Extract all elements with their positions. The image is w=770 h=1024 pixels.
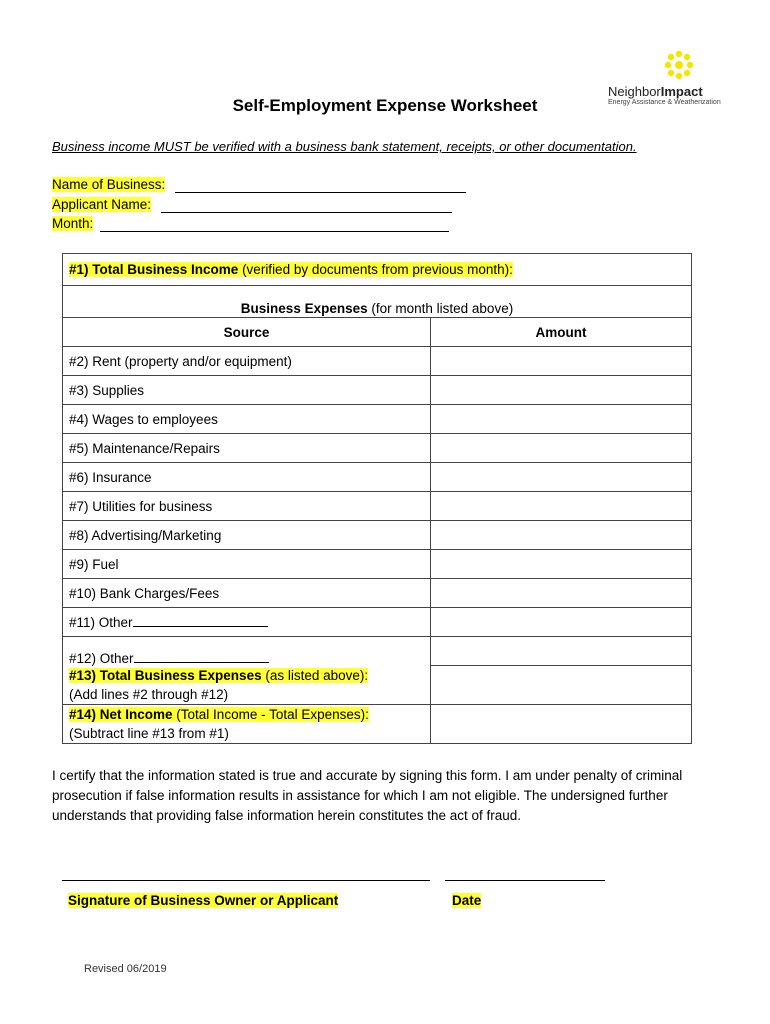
expense-source: #3) Supplies (63, 376, 431, 405)
date-line[interactable] (445, 880, 605, 881)
logo-brand-name: NeighborImpact (608, 84, 703, 99)
applicant-name-input-line[interactable] (161, 212, 452, 213)
expense-amount-cell[interactable] (431, 376, 692, 405)
expense-source: #10) Bank Charges/Fees (63, 579, 431, 608)
expense-source: #5) Maintenance/Repairs (63, 434, 431, 463)
expense-amount-cell[interactable] (431, 347, 692, 376)
table-row (63, 637, 692, 666)
expense-amount-cell[interactable] (431, 579, 692, 608)
applicant-name-label: Applicant Name: (52, 197, 152, 212)
column-header-row (63, 318, 692, 347)
net-income-row (63, 705, 692, 744)
total-expenses-label: #13) Total Business Expenses (as listed above): (69, 667, 369, 683)
other-expense-2-line[interactable] (134, 650, 269, 663)
business-name-field[interactable] (52, 177, 165, 196)
expense-source: #7) Utilities for business (63, 492, 431, 521)
total-expenses-note: (Add lines #2 through #12) (69, 686, 229, 702)
total-expenses-row (63, 666, 692, 705)
month-label: Month: (52, 216, 94, 231)
table-row (63, 579, 692, 608)
other-expense-2[interactable]: #12) Other (63, 637, 431, 666)
expense-amount-cell[interactable] (431, 608, 692, 637)
table-row (63, 463, 692, 492)
total-income-label: #1) Total Business Income (verified by documents from previous month): (69, 262, 513, 277)
expense-source: #6) Insurance (63, 463, 431, 492)
expense-source: #4) Wages to employees (63, 405, 431, 434)
table-row (63, 550, 692, 579)
page-title: Self-Employment Expense Worksheet (232, 96, 538, 115)
net-income-label: #14) Net Income (Total Income - Total Expenses): (69, 707, 369, 722)
expense-amount-cell[interactable] (431, 463, 692, 492)
expense-amount-cell[interactable] (431, 521, 692, 550)
business-name-label: Name of Business: (52, 177, 166, 192)
sunburst-logo-icon (664, 50, 694, 80)
table-row (63, 492, 692, 521)
table-row (63, 521, 692, 550)
total-expenses-label-cell (63, 666, 431, 705)
verification-notice: Business income MUST be verified with a business bank statement, receipts, or other documentation. (52, 139, 637, 154)
logo-tagline: Energy Assistance & Weatherization (608, 99, 721, 106)
expenses-heading-row (63, 286, 692, 318)
expenses-heading: Business Expenses (for month listed above) (63, 286, 692, 318)
date-label: Date (452, 893, 482, 908)
business-name-input-line[interactable] (175, 192, 466, 193)
signature-line[interactable] (62, 880, 430, 881)
month-input-line[interactable] (100, 231, 449, 232)
table-row (63, 405, 692, 434)
table-row (63, 347, 692, 376)
total-income-row (63, 254, 692, 286)
expense-source: #2) Rent (property and/or equipment) (63, 347, 431, 376)
expense-amount-cell[interactable] (431, 405, 692, 434)
certification-statement: I certify that the information stated is true and accurate by signing this form. I am under penalty of criminal prosecution if false information results in assistance for which I am not eligible. The undersigned further understands that providing false information herein constitutes the act of fraud. (52, 768, 683, 823)
signature-label: Signature of Business Owner or Applicant (68, 893, 339, 908)
column-header-source: Source (63, 318, 431, 347)
table-row (63, 434, 692, 463)
total-expenses-amount-cell[interactable] (431, 666, 692, 705)
month-field[interactable] (52, 216, 93, 235)
net-income-label-cell (63, 705, 431, 744)
other-expense-1-line[interactable] (133, 614, 268, 627)
expense-source: #9) Fuel (63, 550, 431, 579)
expense-worksheet-table (62, 253, 692, 744)
other-expense-1[interactable]: #11) Other (63, 608, 431, 637)
applicant-name-field[interactable] (52, 197, 151, 216)
net-income-note: (Subtract line #13 from #1) (69, 726, 229, 741)
expense-amount-cell[interactable] (431, 492, 692, 521)
table-row (63, 376, 692, 405)
net-income-amount-cell[interactable] (431, 705, 692, 744)
total-income-cell[interactable] (63, 254, 692, 286)
expense-source: #8) Advertising/Marketing (63, 521, 431, 550)
expense-amount-cell[interactable] (431, 434, 692, 463)
revision-date: Revised 06/2019 (84, 963, 167, 975)
expense-amount-cell[interactable] (431, 550, 692, 579)
expense-amount-cell[interactable] (431, 637, 692, 666)
table-row (63, 608, 692, 637)
column-header-amount: Amount (431, 318, 692, 347)
